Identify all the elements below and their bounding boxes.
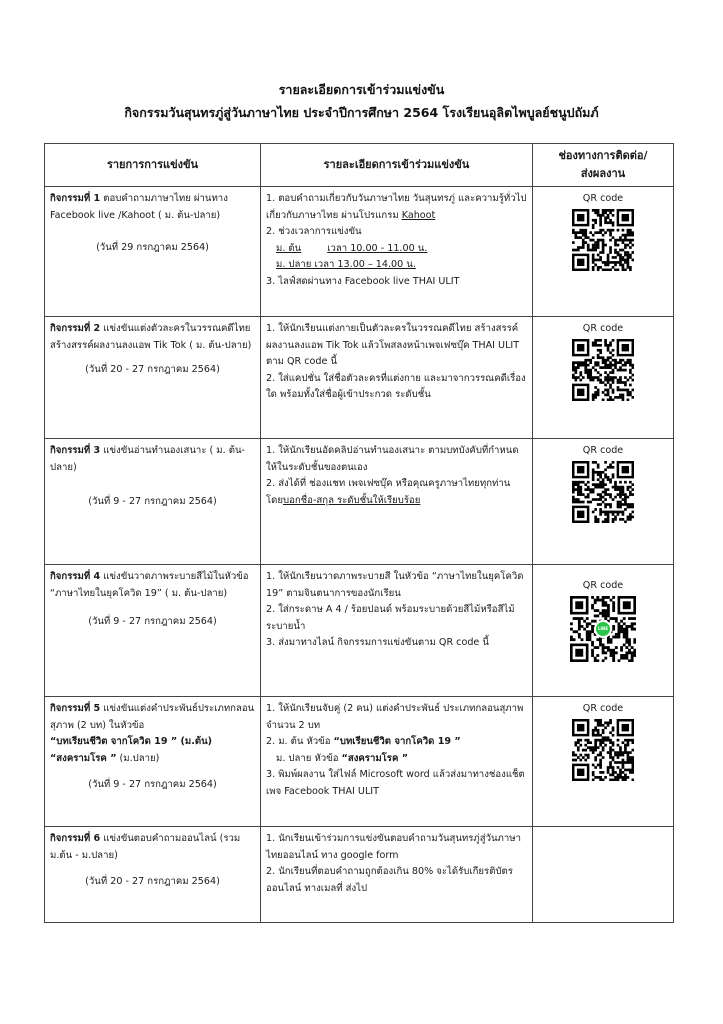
- activity-cell: [45, 187, 261, 317]
- table-row: [45, 187, 674, 317]
- table-row: [45, 439, 674, 565]
- qr-code-image[interactable]: [572, 461, 634, 523]
- detail-text: 2. ใส่แคปชั่น ใส่ชื่อตัวละครที่แต่งกาย และมาจากวรรณคดีเรื่องใด พร้อมทั้งใส่ชื่อผู้เข้าประกวด ระดับชั้น: [266, 372, 526, 400]
- details-cell: [261, 827, 533, 923]
- topic-senior: “สงครามโรค ”: [50, 752, 117, 764]
- detail-text: 3. ส่งมาทางไลน์ กิจกรรมการแข่งขันตาม QR code นี้: [266, 637, 489, 648]
- activity-name: แข่งขันแต่งตัวละครในวรรณคดีไทย สร้างสรรค์ผลงานลงแอพ Tik Tok ( ม. ต้น-ปลาย): [50, 323, 252, 351]
- detail-text: 2. นักเรียนที่ตอบคำถามถูกต้องเกิน 80% จะได้รับเกียรติบัตรออนไลน์ ทางเมลที่ ส่งไป: [266, 866, 513, 894]
- detail-text: 2. ช่วงเวลาการแข่งขัน: [266, 226, 362, 237]
- activity-number: กิจกรรมที่ 5: [50, 703, 101, 714]
- activity-cell: [45, 565, 261, 697]
- activity-period: (วันที่ 29 กรกฎาคม 2564): [96, 242, 209, 253]
- contact-cell-empty: [533, 827, 674, 923]
- activity-name: แข่งขันตอบคำถามออนไลน์ (รวม ม.ต้น - ม.ปลาย): [50, 833, 241, 861]
- table-row: [45, 565, 674, 697]
- detail-text: 1. ให้นักเรียนอัดคลิปอ่านทำนองเสนาะ ตามบทบังคับที่กำหนดให้ในระดับชั้นของตนเอง: [266, 445, 519, 473]
- activity-name: แข่งขันแต่งคำประพันธ์ประเภทกลอนสุภาพ (2 บท) ในหัวข้อ: [50, 703, 255, 731]
- activity-cell: [45, 827, 261, 923]
- activity-name: แข่งขันวาดภาพระบายสีไม้ในหัวข้อ “ภาษาไทยในยุคโควิด 19” ( ม. ต้น-ปลาย): [50, 571, 249, 599]
- activity-period: (วันที่ 9 - 27 กรกฎาคม 2564): [88, 616, 217, 627]
- detail-text: 2. ม. ต้น หัวข้อ: [266, 736, 334, 747]
- activity-number: กิจกรรมที่ 1: [50, 193, 101, 204]
- activity-number: กิจกรรมที่ 3: [50, 445, 101, 456]
- topic-level: (ม.ต้น): [177, 736, 213, 747]
- qr-label: QR code: [582, 445, 624, 456]
- header-contact-line1: ช่องทางการติดต่อ/: [558, 149, 648, 162]
- detail-bold: “สงครามโรค ”: [341, 752, 409, 764]
- competition-table: [44, 143, 674, 923]
- table-row: [45, 697, 674, 827]
- header-details: รายละเอียดการเข้าร่วมแข่งขัน: [261, 144, 533, 187]
- detail-text: 1. ให้นักเรียนจับคู่ (2 คน) แต่งคำประพันธ์ ประเภทกลอนสุภาพ จำนวน 2 บท: [266, 703, 524, 731]
- header-contact-line2: ส่งผลงาน: [580, 167, 626, 180]
- kahoot-link[interactable]: Kahoot: [401, 209, 436, 221]
- qr-label: QR code: [582, 193, 624, 204]
- line-logo-text: LINE: [597, 626, 609, 631]
- contact-cell: [533, 439, 674, 565]
- details-cell: [261, 317, 533, 439]
- detail-text: 2. ส่งได้ที่ ช่องแชท เพจเฟซบุ๊ค หรือคุณครูภาษาไทยทุกท่าน โดย: [266, 478, 511, 506]
- activity-number: กิจกรรมที่ 6: [50, 833, 101, 844]
- detail-text: 1. ตอบคำถามเกี่ยวกับวันภาษาไทย วันสุนทรภู่ และความรู้ทั่วไปเกี่ยวกับภาษาไทย ผ่านโปรแกรม: [266, 193, 527, 221]
- title-line-2: กิจกรรมวันสุนทรภู่สู่วันภาษาไทย ประจำปีการศึกษา 2564 โรงเรียนอุลิตไพบูลย์ชนูปถัมภ์: [124, 105, 599, 120]
- contact-cell: [533, 317, 674, 439]
- activity-cell: [45, 317, 261, 439]
- table-row: [45, 317, 674, 439]
- contact-cell: [533, 697, 674, 827]
- activity-cell: [45, 439, 261, 565]
- detail-text: 2. ใส่กระดาษ A 4 / ร้อยปอนด์ พร้อมระบายด้วยสีไม้หรือสีไม้ระบายน้ำ: [266, 604, 515, 632]
- contact-cell: [533, 565, 674, 697]
- title-line-1: รายละเอียดการเข้าร่วมแข่งขัน: [278, 82, 445, 97]
- activity-period: (วันที่ 9 - 27 กรกฎาคม 2564): [88, 779, 217, 790]
- topic-level: (ม.ปลาย): [116, 752, 160, 764]
- activity-period: (วันที่ 9 - 27 กรกฎาคม 2564): [88, 496, 217, 507]
- activity-period: (วันที่ 20 - 27 กรกฎาคม 2564): [85, 364, 220, 375]
- detail-text: 1. ให้นักเรียนแต่งกายเป็นตัวละครในวรรณคดีไทย สร้างสรรค์ผลงานลงแอพ Tik Tok แล้วโพสลงหน้าเพจเฟซบุ๊ค THAI ULIT ตาม QR code นี้: [266, 323, 520, 367]
- activity-number: กิจกรรมที่ 4: [50, 571, 101, 582]
- activity-name: แข่งขันอ่านทำนองเสนาะ ( ม. ต้น-ปลาย): [50, 445, 245, 473]
- topic-junior: “บทเรียนชีวิต จากโควิด 19 ”: [50, 736, 178, 747]
- qr-label: QR code: [582, 323, 624, 334]
- activity-period: (วันที่ 20 - 27 กรกฎาคม 2564): [85, 876, 220, 887]
- detail-time-senior: ม. ปลาย เวลา 13.00 – 14.00 น.: [276, 259, 416, 270]
- qr-code-image[interactable]: [572, 209, 634, 271]
- header-contact: [533, 144, 674, 187]
- details-cell: [261, 565, 533, 697]
- activity-name: ตอบคำถามภาษาไทย ผ่านทาง Facebook live /Kahoot ( ม. ต้น-ปลาย): [50, 193, 228, 221]
- details-cell: [261, 439, 533, 565]
- detail-time-junior: ม. ต้น เวลา 10.00 - 11.00 น.: [276, 242, 428, 254]
- detail-bold: “บทเรียนชีวิต จากโควิด 19 ”: [333, 736, 461, 747]
- detail-text: 1. นักเรียนเข้าร่วมการแข่งขันตอบคำถามวันสุนทรภู่สู่วันภาษาไทยออนไลน์ ทาง google form: [266, 833, 521, 861]
- activity-cell: [45, 697, 261, 827]
- table-row: [45, 827, 674, 923]
- document-title: [0, 78, 723, 124]
- qr-code-image[interactable]: [572, 719, 634, 781]
- table-header-row: [45, 144, 674, 187]
- detail-underlined: บอกชื่อ-สกุล ระดับชั้นให้เรียบร้อย: [283, 494, 421, 506]
- qr-label: QR code: [582, 580, 624, 591]
- contact-cell: [533, 187, 674, 317]
- detail-text: 3. พิมพ์ผลงาน ใส่ไฟล์ Microsoft word แล้วส่งมาทางช่องแช็ต เพจ Facebook THAI ULIT: [266, 769, 525, 797]
- detail-text: ม. ปลาย หัวข้อ: [276, 752, 342, 764]
- line-logo-icon: [594, 620, 612, 638]
- activity-number: กิจกรรมที่ 2: [50, 323, 101, 334]
- qr-code-image[interactable]: [572, 339, 634, 401]
- details-cell: [261, 697, 533, 827]
- detail-text: 1. ให้นักเรียนวาดภาพระบายสี ในหัวข้อ “ภาษาไทยในยุคโควิด 19” ตามจินตนาการของนักเรียน: [266, 571, 524, 599]
- detail-text: 3. ไลฟ์สดผ่านทาง Facebook live THAI ULIT: [266, 275, 460, 287]
- details-cell: [261, 187, 533, 317]
- header-competition: รายการการแข่งขัน: [45, 144, 261, 187]
- qr-label: QR code: [582, 703, 624, 714]
